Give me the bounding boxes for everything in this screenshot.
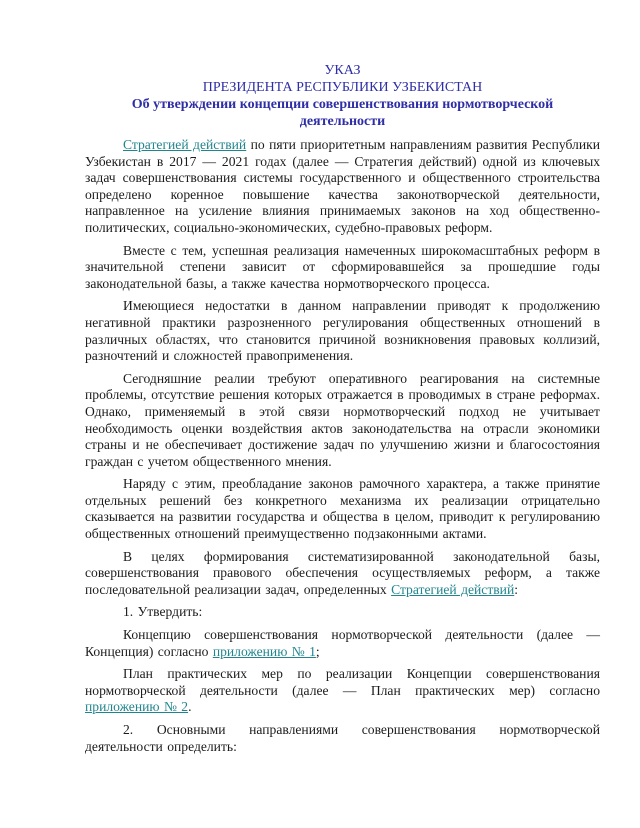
paragraph-text: Наряду с этим, преобладание законов рамочного характера, а также принятие отдельных решений без конкретного механизма их реализации отрицательно сказывается на развитии государства и общества в целом, приводит к регулированию общественных отношений преимущественно подзаконными актами. <box>85 476 600 542</box>
paragraph <box>85 722 600 755</box>
paragraph-text: по пяти приоритетным направлениям развития Республики Узбекистан в 2017 — 2021 годах (далее — Стратегия действий) одной из ключевых задач совершенствования системы государственного и общественного строительства определено коренное повышение качества законотворческой деятельности, направленное на усиление влияния принимаемых законов на ход общественно-политических, социально-экономических, судебно-правовых реформ. <box>85 137 600 235</box>
paragraph-text: Сегодняшние реалии требуют оперативного реагирования на системные проблемы, отсутствие решения которых отражается в проводимых в стране реформах. Однако, применяемый в этой связи нормотворческий подход не учитывает необходимость оценки воздействия актов законодательства на отрасли экономики страны и не обеспечивает достижение задач по улучшению жизни и благосостояния граждан с учетом общественного мнения. <box>85 370 600 469</box>
strategy-actions-link-1[interactable]: Стратегией действий <box>123 137 247 152</box>
paragraph <box>85 627 600 660</box>
annex-1-link[interactable]: приложению № 1 <box>212 643 316 659</box>
paragraph <box>85 137 600 237</box>
paragraph <box>85 243 600 293</box>
paragraph-text: В целях формирования систематизированной законодательной базы, совершенствования правового обеспечения осуществляемых реформ, а также последовательной реализации задач, определенных <box>85 548 600 597</box>
paragraph-text: . <box>188 699 192 715</box>
paragraph-text: 1. Утвердить: <box>123 604 203 620</box>
paragraph-text: План практических мер по реализации Концепции совершенствования нормотворческой деятельности (далее — План практических мер) согласно <box>85 666 600 698</box>
paragraph <box>85 549 600 599</box>
paragraph-text: ; <box>315 643 320 659</box>
strategy-actions-link-2[interactable]: Стратегией действий <box>391 581 515 597</box>
paragraph <box>85 371 600 471</box>
paragraph <box>85 604 600 621</box>
paragraph <box>85 666 600 716</box>
decree-document <box>85 62 600 755</box>
paragraph-text: Вместе с тем, успешная реализация намеченных широкомасштабных реформ в значительной степени зависит от сформировавшейся за прошедшие годы законодательной базы, а также качества нормотворческого процесса. <box>85 242 600 291</box>
document-title-line-1: УКАЗ <box>324 63 361 78</box>
annex-2-link[interactable]: приложению № 2 <box>85 699 189 715</box>
paragraph-text: : <box>514 581 519 597</box>
paragraph <box>85 476 600 542</box>
document-title-block <box>85 62 600 130</box>
document-subtitle: Об утверждении концепции совершенствования нормотворческой деятельности <box>131 97 554 129</box>
document-body <box>85 137 600 755</box>
paragraph-text: Имеющиеся недостатки в данном направлении приводят к продолжению негативной практики разрозненного регулирования общественных отношений в различных областях, что становится причиной возникновения правовых коллизий, разночтений и сложностей правоприменения. <box>85 298 600 364</box>
paragraph-text: 2. Основными направлениями совершенствования нормотворческой деятельности определить: <box>85 722 600 754</box>
document-title-line-2: ПРЕЗИДЕНТА РЕСПУБЛИКИ УЗБЕКИСТАН <box>202 80 483 95</box>
paragraph <box>85 298 600 364</box>
paragraph-text: Концепцию совершенствования нормотворческой деятельности (далее — Концепция) согласно <box>85 627 600 659</box>
